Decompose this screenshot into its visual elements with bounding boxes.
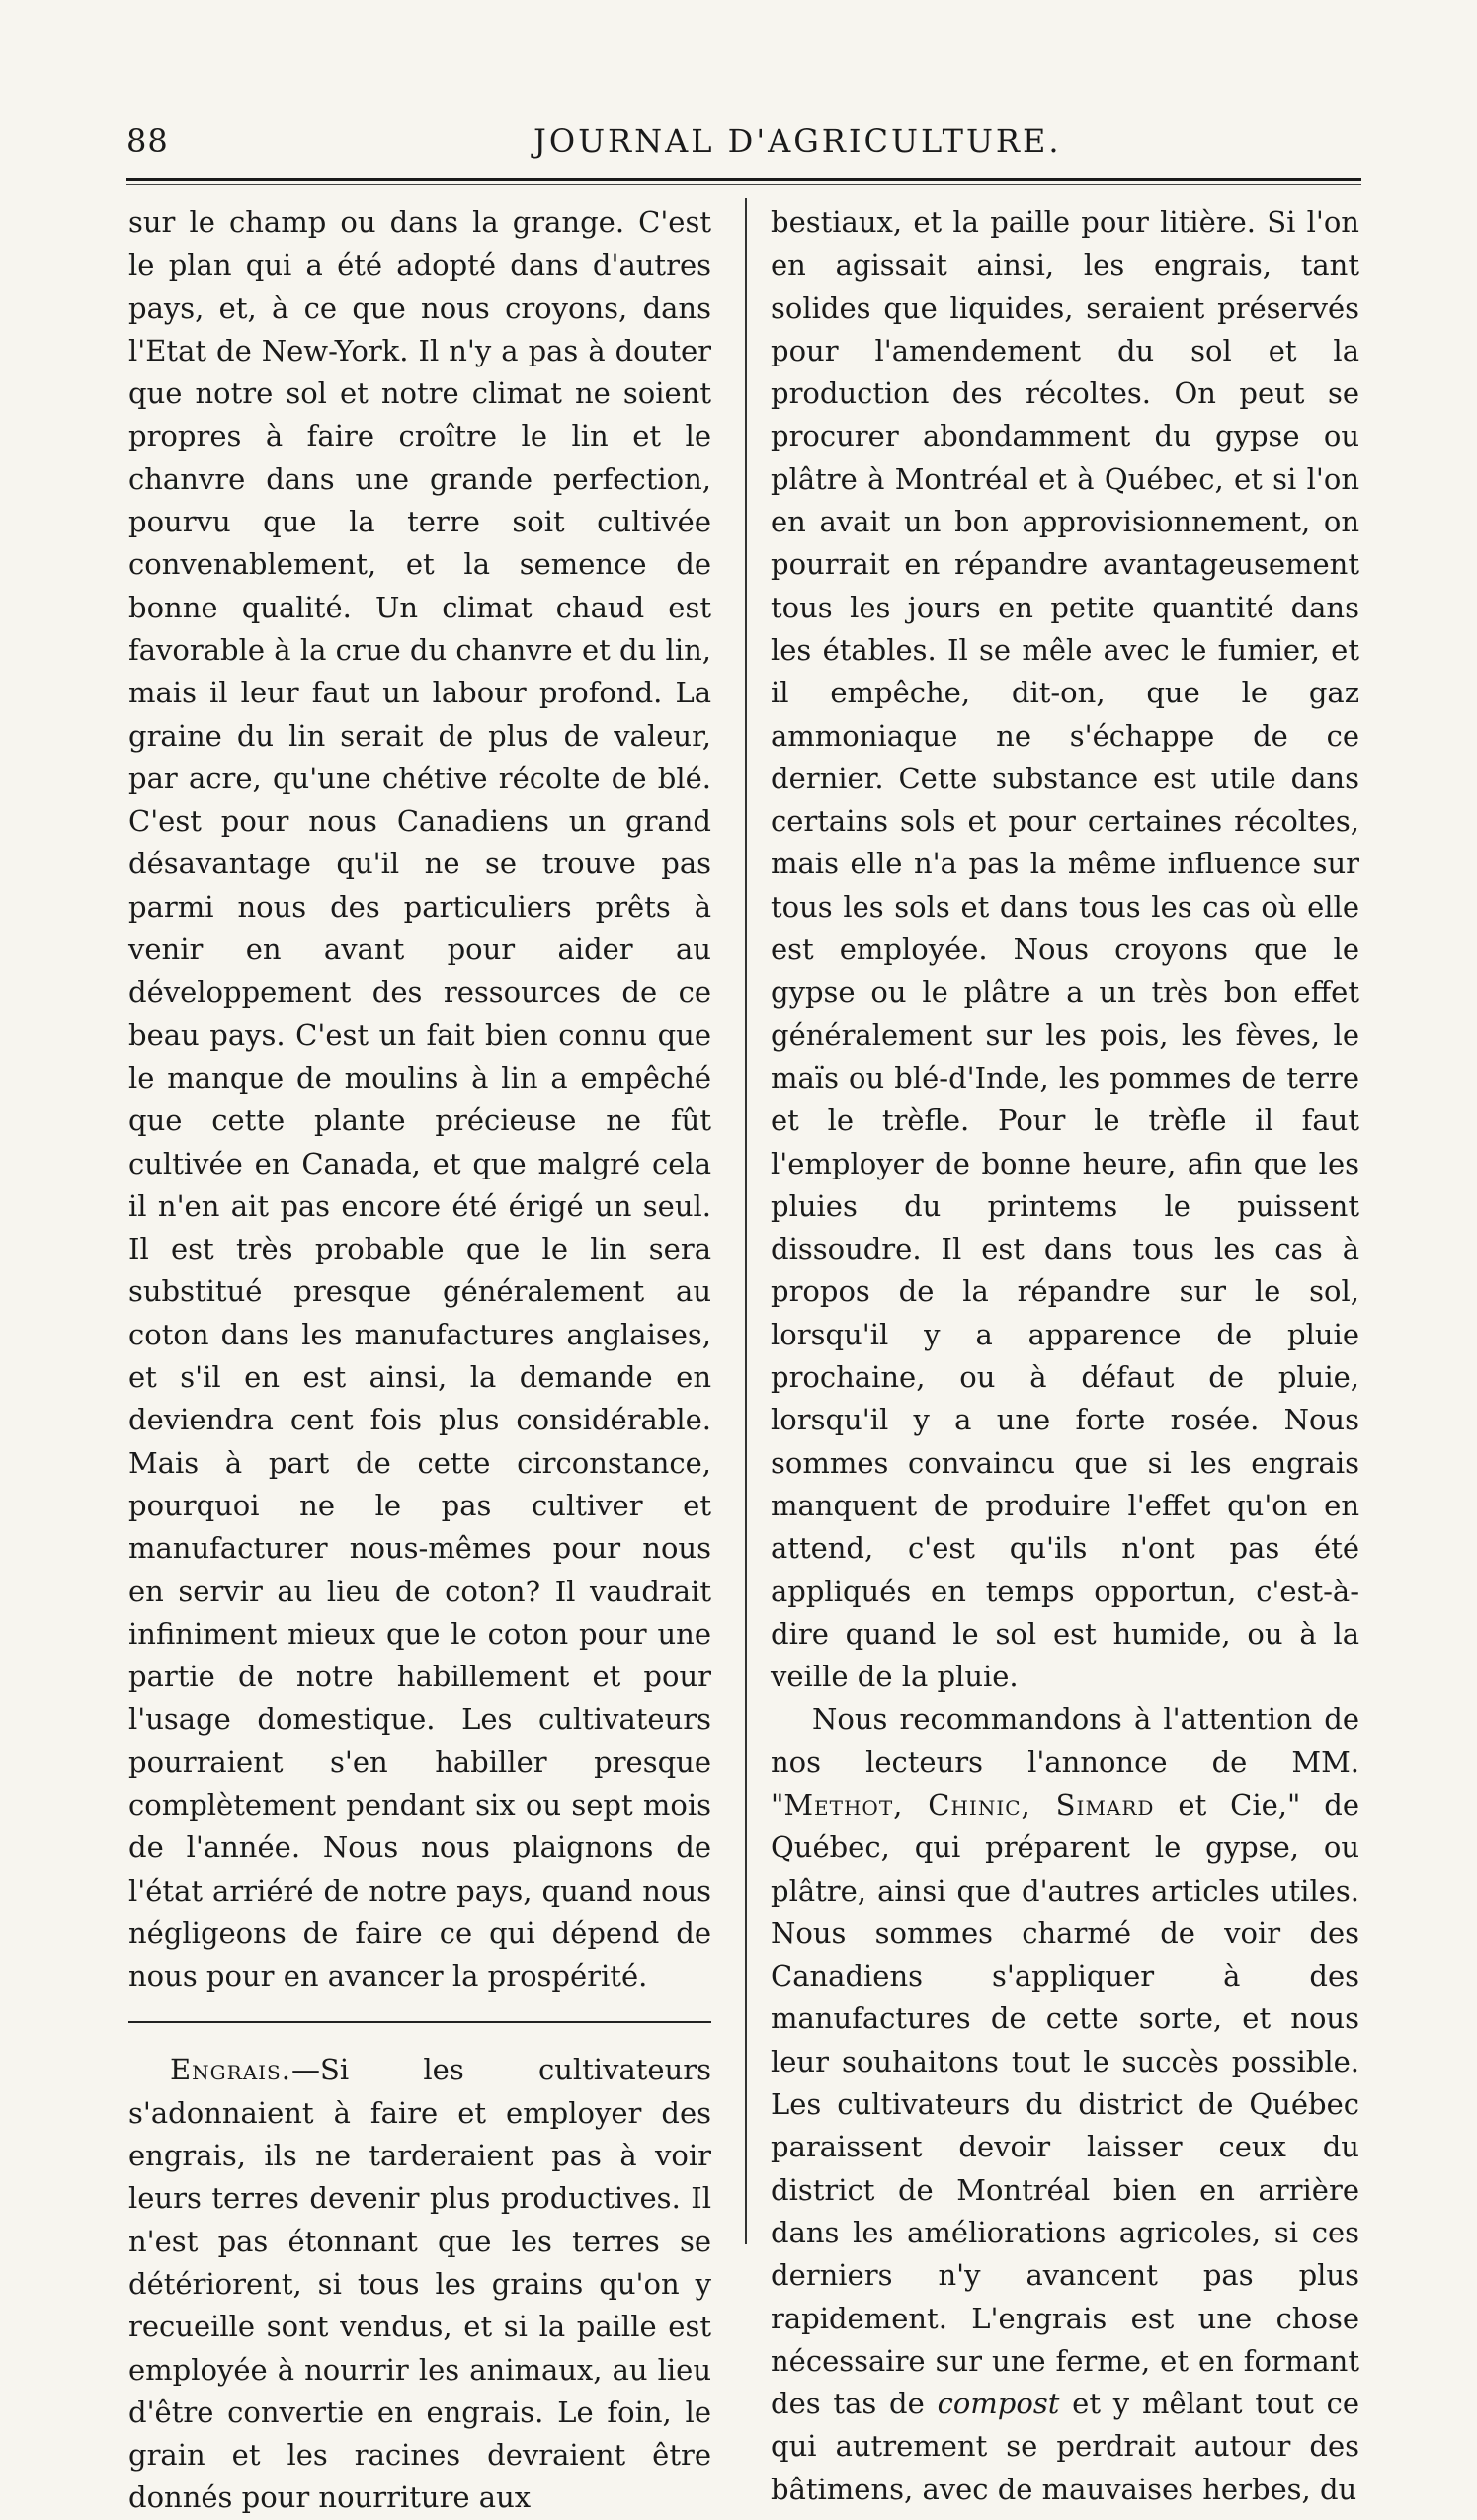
compost-word: compost [937,2387,1060,2421]
running-title: JOURNAL D'AGRICULTURE. [533,122,1062,160]
gypse-paragraph: bestiaux, et la paille pour litière. Si l'on en agissait ainsi, les engrais, tant solides que liquides, seraient préservés pour l'amendement du sol et la production des récoltes. On peut se procurer abondamment du gypse ou plâtre à Montréal et à Québec, et si l'on en avait un bon approvisionnement, on pourrait en répandre avantageusement tous les jours en petite quantité dans les étables. Il se mêle avec le fumier, et il empêche, dit-on, que le gaz ammoniaque ne s'échappe de ce dernier. Cette substance est utile dans certains sols et pour certaines récoltes, mais elle n'a pas la même influence sur tous les sols et dans tous les cas où elle est employée. Nous croyons que le gypse ou le plâtre a un très bon effet généralement sur les pois, les fèves, le maïs ou blé-d'Inde, les pommes de terre et le trèfle. Pour le trèfle il faut l'employer de bonne heure, afin que les pluies du printems le puissent dissoudre. Il est dans tous les cas à propos de la répandre sur le sol, lorsqu'il y a apparence de pluie prochaine, ou à défaut de pluie, lorsqu'il y a une forte rosée. Nous sommes convaincu que si les engrais manquent de produire l'effet qu'on en attend, c'est qu'ils n'ont pas été appliqués en temps opportun, c'est-à-dire quand le sol est humide, ou à la veille de la pluie. [771,205,1359,1694]
annonce-paragraph [771,1698,1359,2511]
annonce-text-a: Nous recommandons à l'attention de nos lecteurs l'annonce de MM. " [771,1702,1359,1822]
flax-hemp-paragraph: sur le champ ou dans la grange. C'est le plan qui a été adopté dans d'autres pays, et, à ce que nous croyons, dans l'Etat de New-York. Il n'y a pas à douter que notre sol et notre climat ne soient propres à faire croître le lin et le chanvre dans une grande perfection, pourvu que la terre soit cultivée convenablement, et la semence de bonne qualité. Un climat chaud est favorable à la crue du chanvre et du lin, mais il leur faut un labour profond. La graine du lin serait de plus de valeur, par acre, qu'une chétive récolte de blé. C'est pour nous Canadiens un grand désavantage qu'il ne se trouve pas parmi nous des particuliers prêts à venir en avant pour aider au développement des ressources de ce beau pays. C'est un fait bien connu que le manque de moulins à lin a empêché que cette plante précieuse ne fût cultivée en Canada, et que malgré cela il n'en ait pas encore été érigé un seul. Il est très probable que le lin sera substitué presque généralement au coton dans les manufactures anglaises, et s'il en est ainsi, la demande en deviendra cent fois plus considérable. Mais à part de cette circonstance, pourquoi ne le pas cultiver et manufacturer nous-mêmes pour nous en servir au lieu de coton? Il vaudrait infiniment mieux que le coton pour une partie de notre habillement et pour l'usage domestique. Les cultivateurs pourraient s'en habiller presque complètement pendant six ou sept mois de l'année. Nous nous plaignons de l'état arriéré de notre pays, quand nous négligeons de faire ce qui dépend de nous pour en avancer la prospérité. [128,205,711,1993]
left-column [128,202,711,2520]
section-rule [128,2021,711,2023]
header-rule [126,178,1361,181]
merchant-names: Methot, Chinic, Simard [783,1787,1155,1822]
column-divider [745,198,747,2244]
annonce-text-c: et y mêlant tout ce qui autrement se perdrait autour des bâtimens, avec de mauvaises herbes, du [771,2387,1359,2506]
page-header [119,117,1363,166]
engrais-paragraph [128,2049,711,2519]
header-rule-thin [126,184,1361,185]
engrais-heading: Engrais. [170,2053,291,2087]
annonce-text-b: et Cie," de Québec, qui préparent le gypse, ou plâtre, ainsi que d'autres articles utiles. Nous sommes charmé de voir des Canadiens s'appliquer à des manufactures de cette sorte, et nous leur souhaitons tout le succès possible. Les cultivateurs du district de Québec paraissent devoir laisser ceux du district de Montréal bien en arrière dans les améliorations agricoles, si ces derniers n'y avancent pas plus rapidement. L'engrais est une chose nécessaire sur une ferme, et en formant des tas de [771,1787,1360,2421]
right-column [771,202,1359,2511]
engrais-text: —Si les cultivateurs s'adonnaient à faire et employer des engrais, ils ne tarderaient pas à voir leurs terres devenir plus productives. Il n'est pas étonnant que les terres se détériorent, si tous les grains qu'on y recueille sont vendus, et si la paille est employée à nourrir les animaux, au lieu d'être convertie en engrais. Le foin, le grain et les racines devraient être donnés pour nourriture aux [128,2053,711,2515]
page-number: 88 [126,122,169,160]
